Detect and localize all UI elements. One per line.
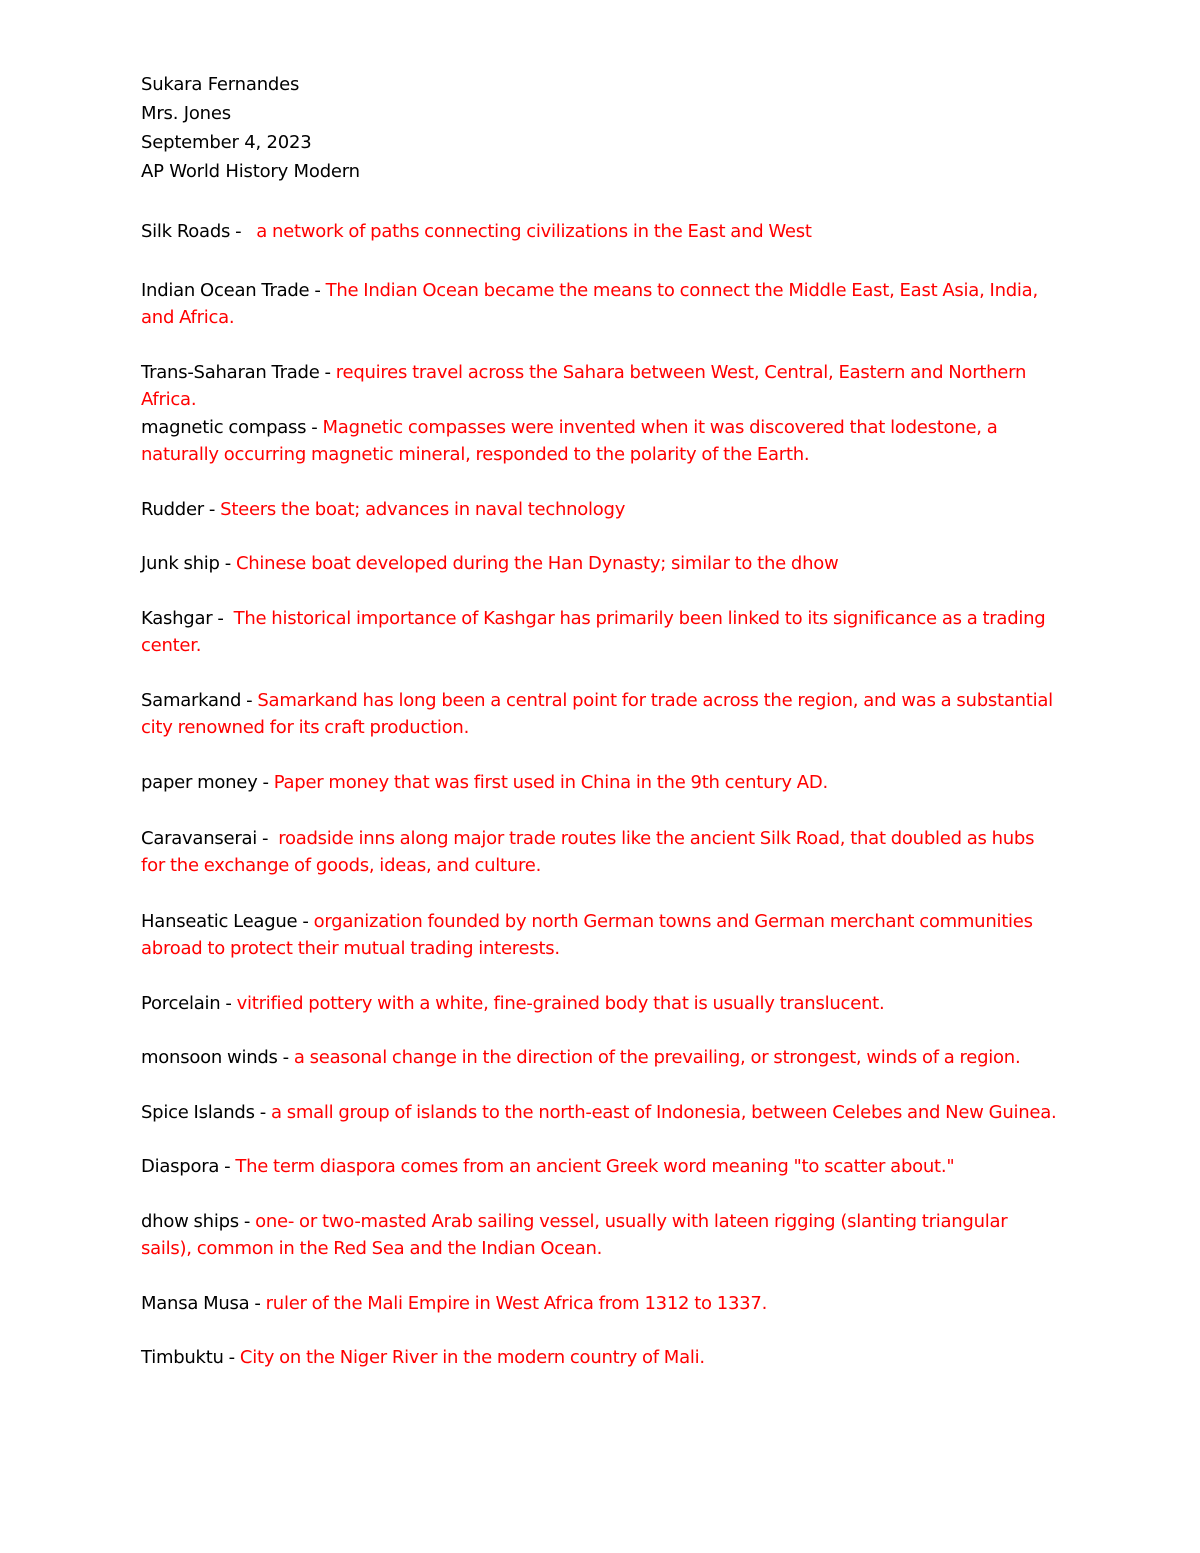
vocab-separator: - bbox=[238, 1211, 256, 1232]
document-header bbox=[141, 70, 1061, 186]
vocab-term: monsoon winds bbox=[141, 1047, 278, 1068]
vocab-term: Rudder bbox=[141, 499, 204, 520]
vocab-entry-paper-money bbox=[141, 769, 1061, 796]
vocab-definition: City on the Niger River in the modern country of Mali. bbox=[239, 1347, 705, 1368]
vocab-entry-diaspora bbox=[141, 1153, 1061, 1180]
vocab-definition: a seasonal change in the direction of the prevailing, or strongest, winds of a region. bbox=[293, 1047, 1021, 1068]
vocab-definition: vitrified pottery with a white, fine-grained body that is usually translucent. bbox=[236, 993, 885, 1014]
vocab-term: paper money bbox=[141, 772, 258, 793]
vocab-definition: ruler of the Mali Empire in West Africa from 1312 to 1337. bbox=[265, 1293, 768, 1314]
vocab-term: Diaspora bbox=[141, 1156, 220, 1177]
vocab-term: Kashgar bbox=[141, 608, 213, 629]
vocab-entry-monsoon-winds bbox=[141, 1044, 1061, 1071]
vocab-term: Junk ship bbox=[141, 553, 220, 574]
course-name: AP World History Modern bbox=[141, 161, 360, 182]
vocab-separator: - bbox=[223, 1347, 240, 1368]
vocab-entry-caravanserai bbox=[141, 825, 1061, 879]
vocab-term: Spice Islands bbox=[141, 1102, 255, 1123]
teacher-name: Mrs. Jones bbox=[141, 103, 231, 124]
vocab-separator: - bbox=[212, 608, 234, 629]
vocab-definition: one- or two-masted Arab sailing vessel, usually with lateen rigging (slanting triangular sails), common in the Red Sea and the Indian Ocean. bbox=[141, 1211, 1008, 1259]
vocab-entry-samarkand bbox=[141, 687, 1061, 741]
vocab-separator: - bbox=[277, 1047, 294, 1068]
vocab-definition: Magnetic compasses were invented when it was discovered that lodestone, a naturally occurring magnetic mineral, responded to the polarity of the Earth. bbox=[141, 417, 998, 465]
vocab-separator: - bbox=[219, 553, 236, 574]
vocab-entry-dhow-ships bbox=[141, 1208, 1061, 1262]
vocab-term: Caravanserai bbox=[141, 828, 258, 849]
vocab-definition: Paper money that was first used in China in the 9th century AD. bbox=[273, 772, 828, 793]
vocab-entry-spice-islands bbox=[141, 1099, 1061, 1126]
vocab-term: Mansa Musa bbox=[141, 1293, 250, 1314]
vocab-definition: Steers the boat; advances in naval technology bbox=[220, 499, 626, 520]
vocab-separator: - bbox=[306, 417, 323, 438]
vocab-definition: The Indian Ocean became the means to connect the Middle East, East Asia, India, and Africa. bbox=[141, 280, 1038, 328]
vocab-term: Samarkand bbox=[141, 690, 242, 711]
student-name: Sukara Fernandes bbox=[141, 74, 300, 95]
assignment-date: September 4, 2023 bbox=[141, 132, 312, 153]
vocab-separator: - bbox=[220, 993, 237, 1014]
vocab-entry-kashgar bbox=[141, 605, 1061, 659]
vocab-entry-indian-ocean-trade bbox=[141, 277, 1061, 331]
vocab-definition: Chinese boat developed during the Han Dynasty; similar to the dhow bbox=[235, 553, 839, 574]
vocab-separator: - bbox=[319, 362, 336, 383]
vocab-term: Silk Roads bbox=[141, 221, 231, 242]
vocab-entry-silk-roads bbox=[141, 218, 1061, 245]
vocab-separator: - bbox=[257, 828, 279, 849]
vocab-term: Porcelain bbox=[141, 993, 221, 1014]
vocab-term: dhow ships bbox=[141, 1211, 239, 1232]
vocab-separator: - bbox=[309, 280, 326, 301]
vocab-definition: Samarkand has long been a central point for trade across the region, and was a substantial city renowned for its craft production. bbox=[141, 690, 1053, 738]
vocab-definition: organization founded by north German towns and German merchant communities abroad to protect their mutual trading interests. bbox=[141, 911, 1033, 959]
vocab-separator: - bbox=[249, 1293, 266, 1314]
vocab-separator: - bbox=[297, 911, 314, 932]
vocab-definition: a small group of islands to the north-east of Indonesia, between Celebes and New Guinea. bbox=[270, 1102, 1057, 1123]
vocab-separator: - bbox=[241, 690, 258, 711]
vocab-term: magnetic compass bbox=[141, 417, 307, 438]
vocab-definition: The term diaspora comes from an ancient Greek word meaning "to scatter about." bbox=[235, 1156, 955, 1177]
vocab-entry-trans-saharan-trade bbox=[141, 359, 1061, 413]
vocab-entry-rudder bbox=[141, 496, 1061, 523]
vocab-term: Timbuktu bbox=[141, 1347, 224, 1368]
vocab-separator: - bbox=[230, 221, 257, 242]
vocab-term: Indian Ocean Trade bbox=[141, 280, 310, 301]
vocab-definition: The historical importance of Kashgar has primarily been linked to its significance as a trading center. bbox=[141, 608, 1046, 656]
vocab-separator: - bbox=[203, 499, 221, 520]
vocab-definition: requires travel across the Sahara between West, Central, Eastern and Northern Africa. bbox=[141, 362, 1027, 410]
vocab-definition: a network of paths connecting civilizations in the East and West bbox=[256, 221, 812, 242]
vocab-term: Hanseatic League bbox=[141, 911, 298, 932]
vocab-separator: - bbox=[254, 1102, 271, 1123]
vocab-separator: - bbox=[257, 772, 274, 793]
vocab-entry-porcelain bbox=[141, 990, 1061, 1017]
vocab-entry-mansa-musa bbox=[141, 1290, 1061, 1317]
vocab-term: Trans-Saharan Trade bbox=[141, 362, 320, 383]
vocab-entry-timbuktu bbox=[141, 1344, 1061, 1371]
vocab-entry-hanseatic-league bbox=[141, 908, 1061, 962]
vocab-entry-junk-ship bbox=[141, 550, 1061, 577]
vocab-separator: - bbox=[219, 1156, 236, 1177]
vocab-entry-magnetic-compass bbox=[141, 414, 1061, 468]
vocab-definition: roadside inns along major trade routes like the ancient Silk Road, that doubled as hubs for the exchange of goods, ideas, and culture. bbox=[141, 828, 1035, 876]
